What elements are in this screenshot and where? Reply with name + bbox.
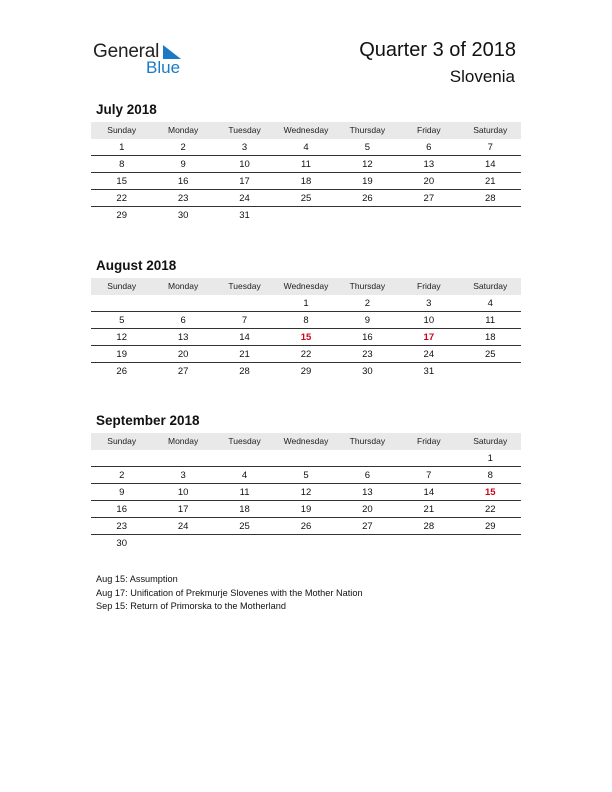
month-july [91,101,521,224]
day-cell [214,295,275,311]
weekday-header [91,278,521,295]
week-row [91,346,521,363]
day-cell: 27 [423,193,435,204]
day-cell: 3 [180,470,186,481]
holiday-notes [96,573,363,614]
day-cell: 16 [177,176,189,187]
day-cell: 21 [239,349,250,360]
day-cell: 28 [423,521,435,532]
day-cell: 23 [362,349,373,360]
day-cell: 16 [362,332,373,343]
weekday-label: Thursday [349,125,386,135]
day-cell: 24 [177,521,189,532]
day-cell: 1 [119,142,125,153]
day-cell: 2 [119,470,125,481]
day-cell: 8 [487,470,493,481]
weekday-label: Wednesday [283,125,329,135]
day-cell: 4 [241,470,248,481]
day-cell: 14 [484,159,496,170]
day-cell: 13 [423,159,435,170]
weekday-label: Thursday [349,436,386,446]
day-cell: 12 [116,332,127,343]
day-cell: 8 [303,315,309,326]
page-title: Quarter 3 of 2018 [359,39,516,61]
day-cell: 6 [426,142,432,153]
day-cell: 23 [177,193,189,204]
week-row [91,156,521,173]
day-cell: 17 [423,332,435,343]
day-cell: 1 [303,298,309,309]
holiday-note: Sep 15: Return of Primorska to the Motherland [96,601,286,612]
weekday-label: Friday [417,281,441,291]
day-cell: 10 [177,487,189,498]
day-cell: 29 [116,210,127,221]
day-cell [398,450,459,466]
weekday-label: Monday [168,125,199,135]
week-row [91,173,521,190]
week-row [91,190,521,207]
day-cell: 31 [423,366,435,377]
day-cell: 15 [484,487,496,498]
weekday-label: Friday [417,436,441,446]
day-cell [91,450,152,466]
day-cell: 29 [484,521,496,532]
week-row [91,329,521,346]
weekday-label: Wednesday [283,281,329,291]
day-cell: 17 [239,176,250,187]
day-cell: 16 [116,504,127,515]
day-cell: 4 [303,142,309,153]
month-september [91,412,521,552]
day-cell [398,535,459,552]
month-title: August 2018 [96,258,177,273]
day-cell: 14 [239,332,250,343]
day-cell: 4 [487,298,493,309]
day-cell: 3 [426,298,432,309]
day-cell: 13 [362,487,373,498]
week-row [91,312,521,329]
logo [93,41,193,81]
day-cell [398,207,459,224]
day-cell: 22 [300,349,312,360]
day-cell [460,363,521,380]
day-cell: 6 [364,470,371,481]
day-cell: 27 [177,366,189,377]
day-cell [337,535,398,552]
day-cell: 11 [301,159,311,170]
day-cell: 10 [423,315,435,326]
day-cell: 30 [116,538,127,549]
day-cell [275,535,336,552]
week-row [91,484,521,501]
day-cell: 1 [487,453,493,464]
day-cell: 9 [119,487,125,498]
weekday-label: Saturday [473,436,508,446]
day-cell: 5 [303,470,309,481]
week-row [91,139,521,156]
day-cell: 30 [177,210,189,221]
logo-word-blue: Blue [146,58,181,77]
weekday-label: Wednesday [283,436,329,446]
weekday-label: Friday [417,125,441,135]
week-row [91,450,521,467]
day-cell: 3 [241,142,248,153]
day-cell: 24 [239,193,250,204]
holiday-note: Aug 17: Unification of Prekmurje Slovenes with the Mother Nation [96,587,363,598]
week-row [91,467,521,484]
day-cell: 26 [116,366,127,377]
weekday-label: Tuesday [228,125,261,135]
day-cell: 5 [364,142,371,153]
day-cell [460,535,521,552]
day-cell: 19 [300,504,312,515]
day-cell: 21 [484,176,496,187]
day-cell: 27 [362,521,373,532]
day-cell: 11 [239,487,250,498]
day-cell [214,450,275,466]
day-cell: 23 [116,521,127,532]
day-cell [337,450,398,466]
weekday-label: Monday [168,281,199,291]
day-cell: 21 [423,504,435,515]
day-cell: 8 [119,159,125,170]
day-cell: 7 [487,142,493,153]
day-cell: 10 [239,159,250,170]
month-title: July 2018 [96,102,157,117]
day-cell: 28 [484,193,496,204]
day-cell: 25 [300,193,312,204]
day-cell [91,295,152,311]
week-row [91,518,521,535]
day-cell: 20 [362,504,373,515]
day-cell: 28 [239,366,250,377]
day-cell: 17 [177,504,189,515]
holiday-note: Aug 15: Assumption [96,574,178,584]
weekday-label: Sunday [107,281,137,291]
week-row [91,501,521,518]
day-cell: 9 [364,315,371,326]
day-cell: 25 [484,349,496,360]
weekday-label: Saturday [473,125,508,135]
week-row [91,207,521,224]
weekday-header [91,122,521,139]
day-cell: 12 [362,159,373,170]
day-cell: 22 [116,193,127,204]
week-row [91,363,521,380]
month-title: September 2018 [96,413,200,428]
day-cell: 2 [364,298,371,309]
weekday-label: Sunday [107,125,137,135]
weekday-label: Saturday [473,281,508,291]
day-cell: 18 [239,504,250,515]
day-cell: 24 [423,349,435,360]
logo-word-general: General [93,41,160,62]
day-cell [214,535,275,552]
day-cell: 20 [423,176,435,187]
day-cell: 22 [484,504,496,515]
day-cell: 6 [180,315,186,326]
day-cell: 5 [119,315,125,326]
day-cell: 11 [485,315,496,326]
day-cell: 26 [300,521,312,532]
day-cell: 9 [180,159,186,170]
logo-triangle-icon [163,45,181,59]
day-cell: 7 [426,470,432,481]
day-cell: 12 [300,487,312,498]
weekday-label: Tuesday [228,436,261,446]
weekday-label: Monday [168,436,199,446]
week-row [91,535,521,552]
day-cell: 29 [300,366,312,377]
day-cell: 13 [177,332,189,343]
weekday-label: Thursday [349,281,386,291]
day-cell: 25 [239,521,250,532]
day-cell [152,295,213,311]
day-cell: 7 [241,315,248,326]
day-cell [275,207,336,224]
day-cell [152,535,213,552]
month-august [91,257,521,380]
day-cell: 18 [300,176,312,187]
day-cell: 19 [116,349,127,360]
day-cell: 18 [484,332,496,343]
day-cell: 31 [239,210,250,221]
weekday-header [91,433,521,450]
day-cell [152,450,213,466]
day-cell: 2 [180,142,186,153]
day-cell [337,207,398,224]
page-subtitle: Slovenia [449,67,515,86]
week-row [91,295,521,312]
day-cell: 14 [423,487,435,498]
weekday-label: Sunday [107,436,137,446]
day-cell: 20 [177,349,189,360]
day-cell: 26 [362,193,373,204]
day-cell [275,450,336,466]
day-cell [460,207,521,224]
day-cell: 30 [362,366,373,377]
weekday-label: Tuesday [228,281,261,291]
day-cell: 15 [300,332,312,343]
day-cell: 15 [116,176,127,187]
day-cell: 19 [362,176,373,187]
